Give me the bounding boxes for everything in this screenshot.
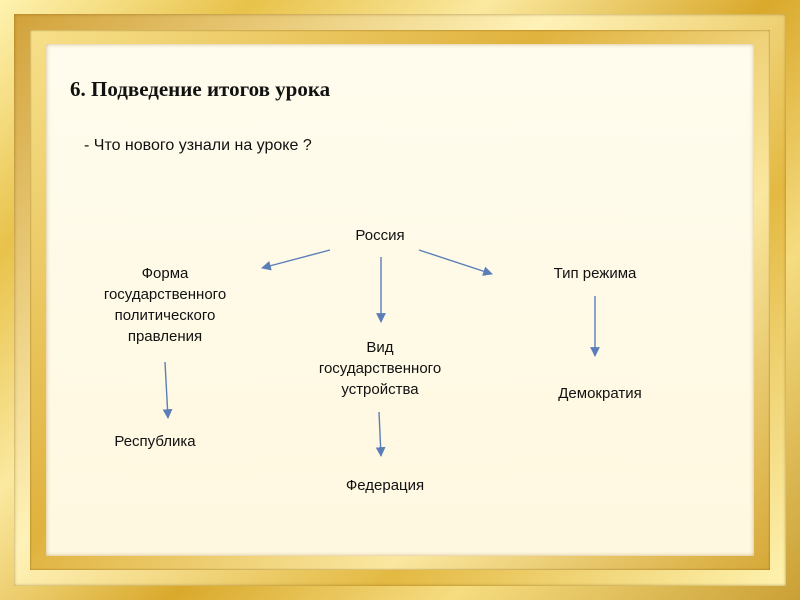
node-government-form: Форма государственного политического правления (103, 265, 227, 345)
node-russia: Россия (355, 227, 405, 244)
lesson-question: - Что нового узнали на уроке ? (84, 137, 312, 154)
arrow-form-to-result (165, 362, 168, 418)
node-regime-type: Тип режима (553, 265, 637, 282)
node-democracy: Демократия (558, 385, 642, 402)
arrow-root-to-regime (419, 250, 492, 274)
slide-title: 6. Подведение итогов урока (70, 77, 331, 101)
arrow-root-to-form (262, 250, 330, 268)
node-republic: Республика (114, 433, 196, 450)
node-state-structure: Вид государственного устройства (318, 339, 442, 398)
arrow-structure-to-result (379, 412, 381, 456)
node-federation: Федерация (345, 477, 425, 494)
